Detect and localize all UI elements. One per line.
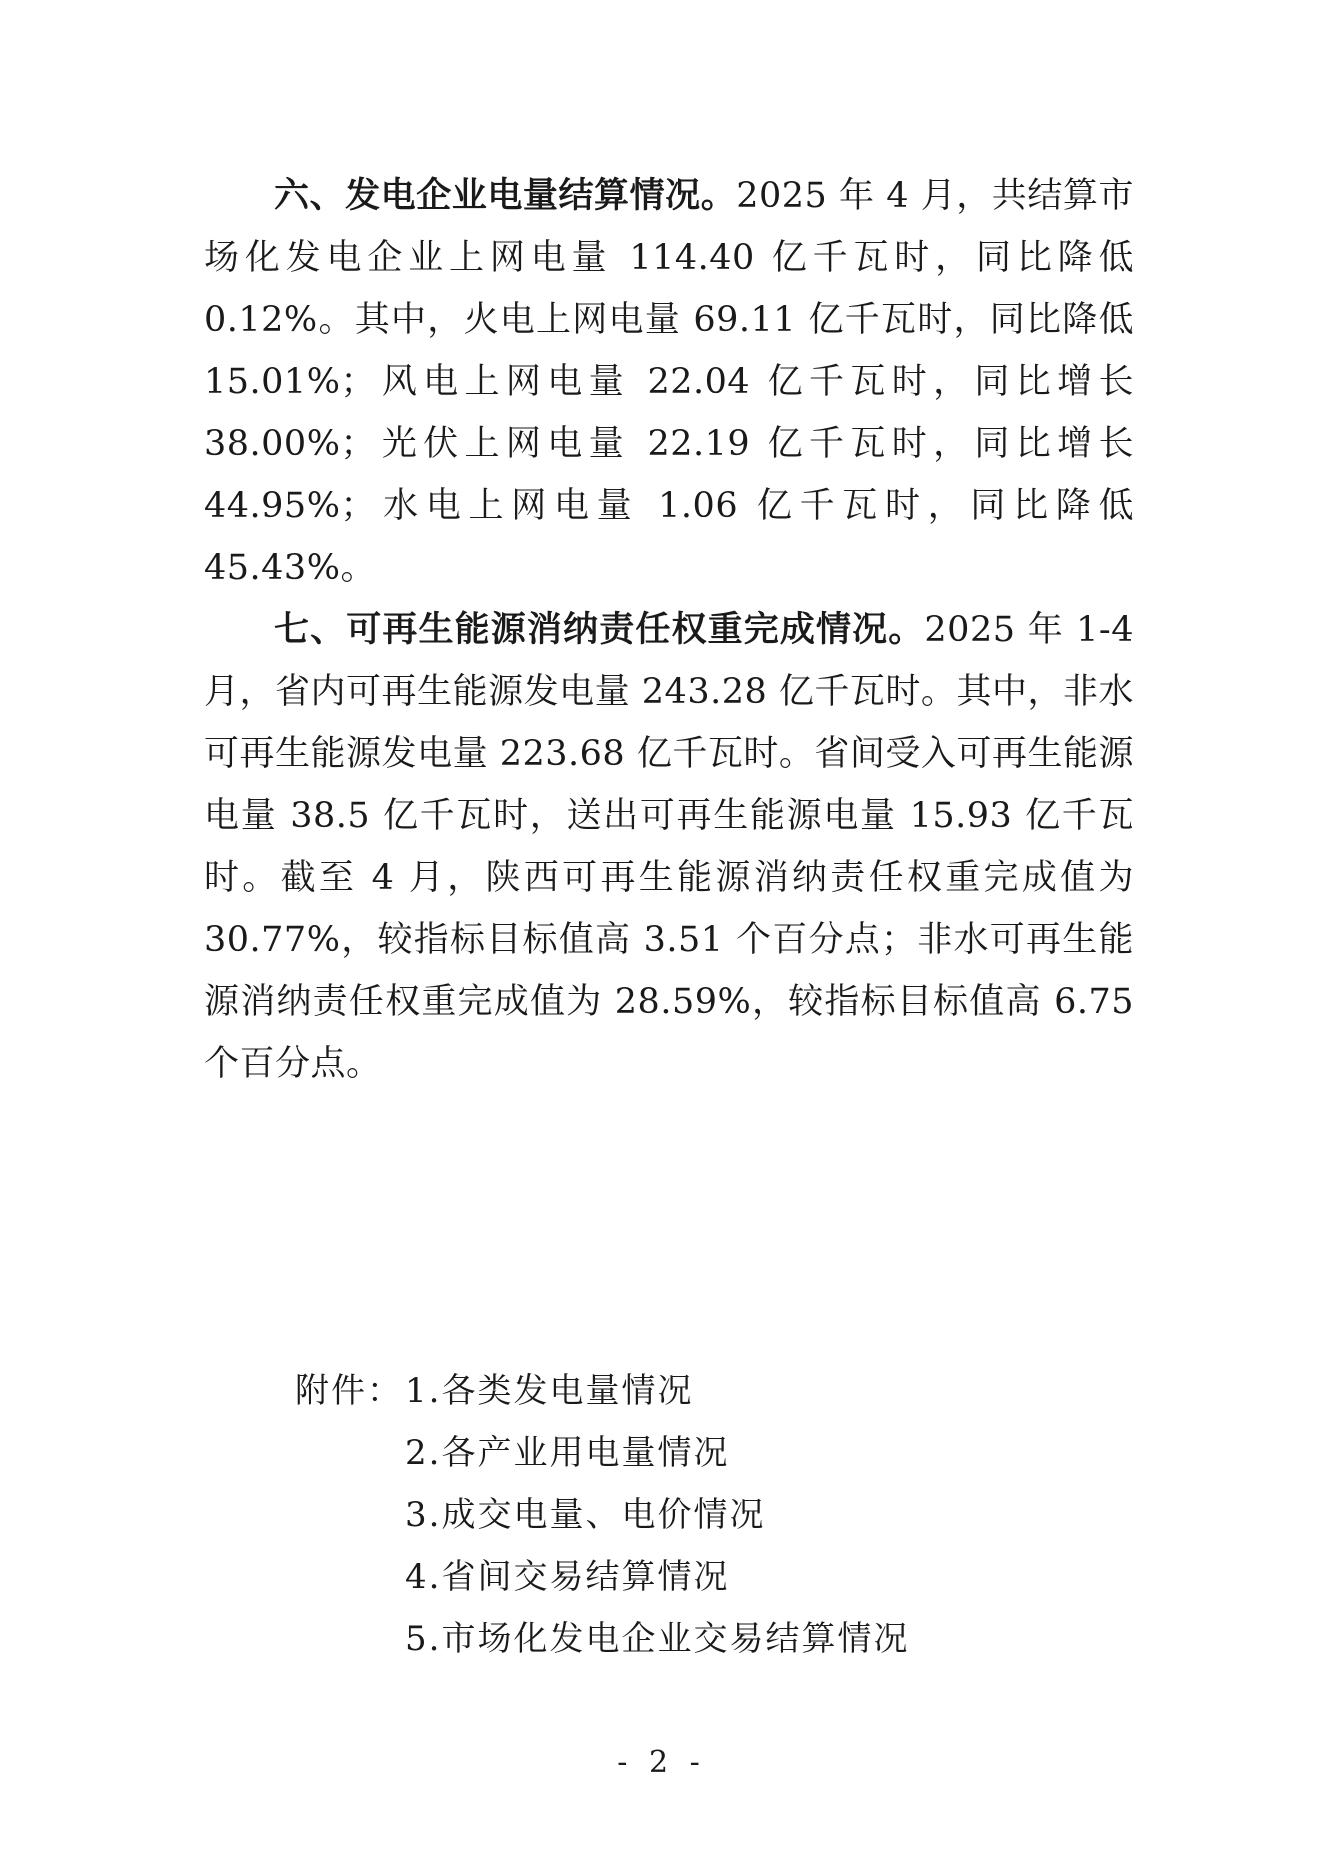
attachment-item-3: 3.成交电量、电价情况	[405, 1495, 766, 1535]
attachment-item-1: 1.各类发电量情况	[405, 1371, 694, 1411]
section-body-6: 2025 年 4 月，共结算市场化发电企业上网电量 114.40 亿千瓦时，同比降低 0.12%。其中，火电上网电量 69.11 亿千瓦时，同比降低 15.01%；风电上网电量 22.04 亿千瓦时，同比增长 38.00%；光伏上网电量 22.19 亿千瓦时，同比增长 44.95%；水电上网电量 1.06 亿千瓦时，同比降低 45.43%。	[204, 176, 1134, 588]
attachment-item-4: 4.省间交易结算情况	[405, 1557, 730, 1597]
attachment-item-5: 5.市场化发电企业交易结算情况	[405, 1619, 910, 1659]
section-heading-6: 六、发电企业电量结算情况。	[274, 176, 737, 216]
section-heading-7: 七、可再生能源消纳责任权重完成情况。	[274, 610, 925, 650]
section-body-7: 2025 年 1-4 月，省内可再生能源发电量 243.28 亿千瓦时。其中，非水可再生能源发电量 223.68 亿千瓦时。省间受入可再生能源电量 38.5 亿千瓦时，送出可再生能源电量 15.93 亿千瓦时。截至 4 月，陕西可再生能源消纳责任权重完成值为 30.77%，较指标目标值高 3.51 个百分点；非水可再生能源消纳责任权重完成值为 28.59%，较指标目标值高 6.75 个百分点。	[204, 610, 1134, 1084]
attachment-row	[295, 1608, 909, 1670]
attachment-row	[295, 1546, 909, 1608]
section-paragraph-7	[204, 599, 1134, 1095]
page-number: - 2 -	[617, 1745, 706, 1780]
attachments-label: 附件：	[295, 1371, 403, 1411]
section-paragraph-6	[204, 165, 1134, 599]
attachments-list	[295, 1360, 909, 1670]
body-content	[204, 165, 1134, 1095]
attachment-row	[295, 1484, 909, 1546]
attachment-row	[295, 1422, 909, 1484]
attachment-item-2: 2.各产业用电量情况	[405, 1433, 730, 1473]
attachment-row	[295, 1360, 909, 1422]
